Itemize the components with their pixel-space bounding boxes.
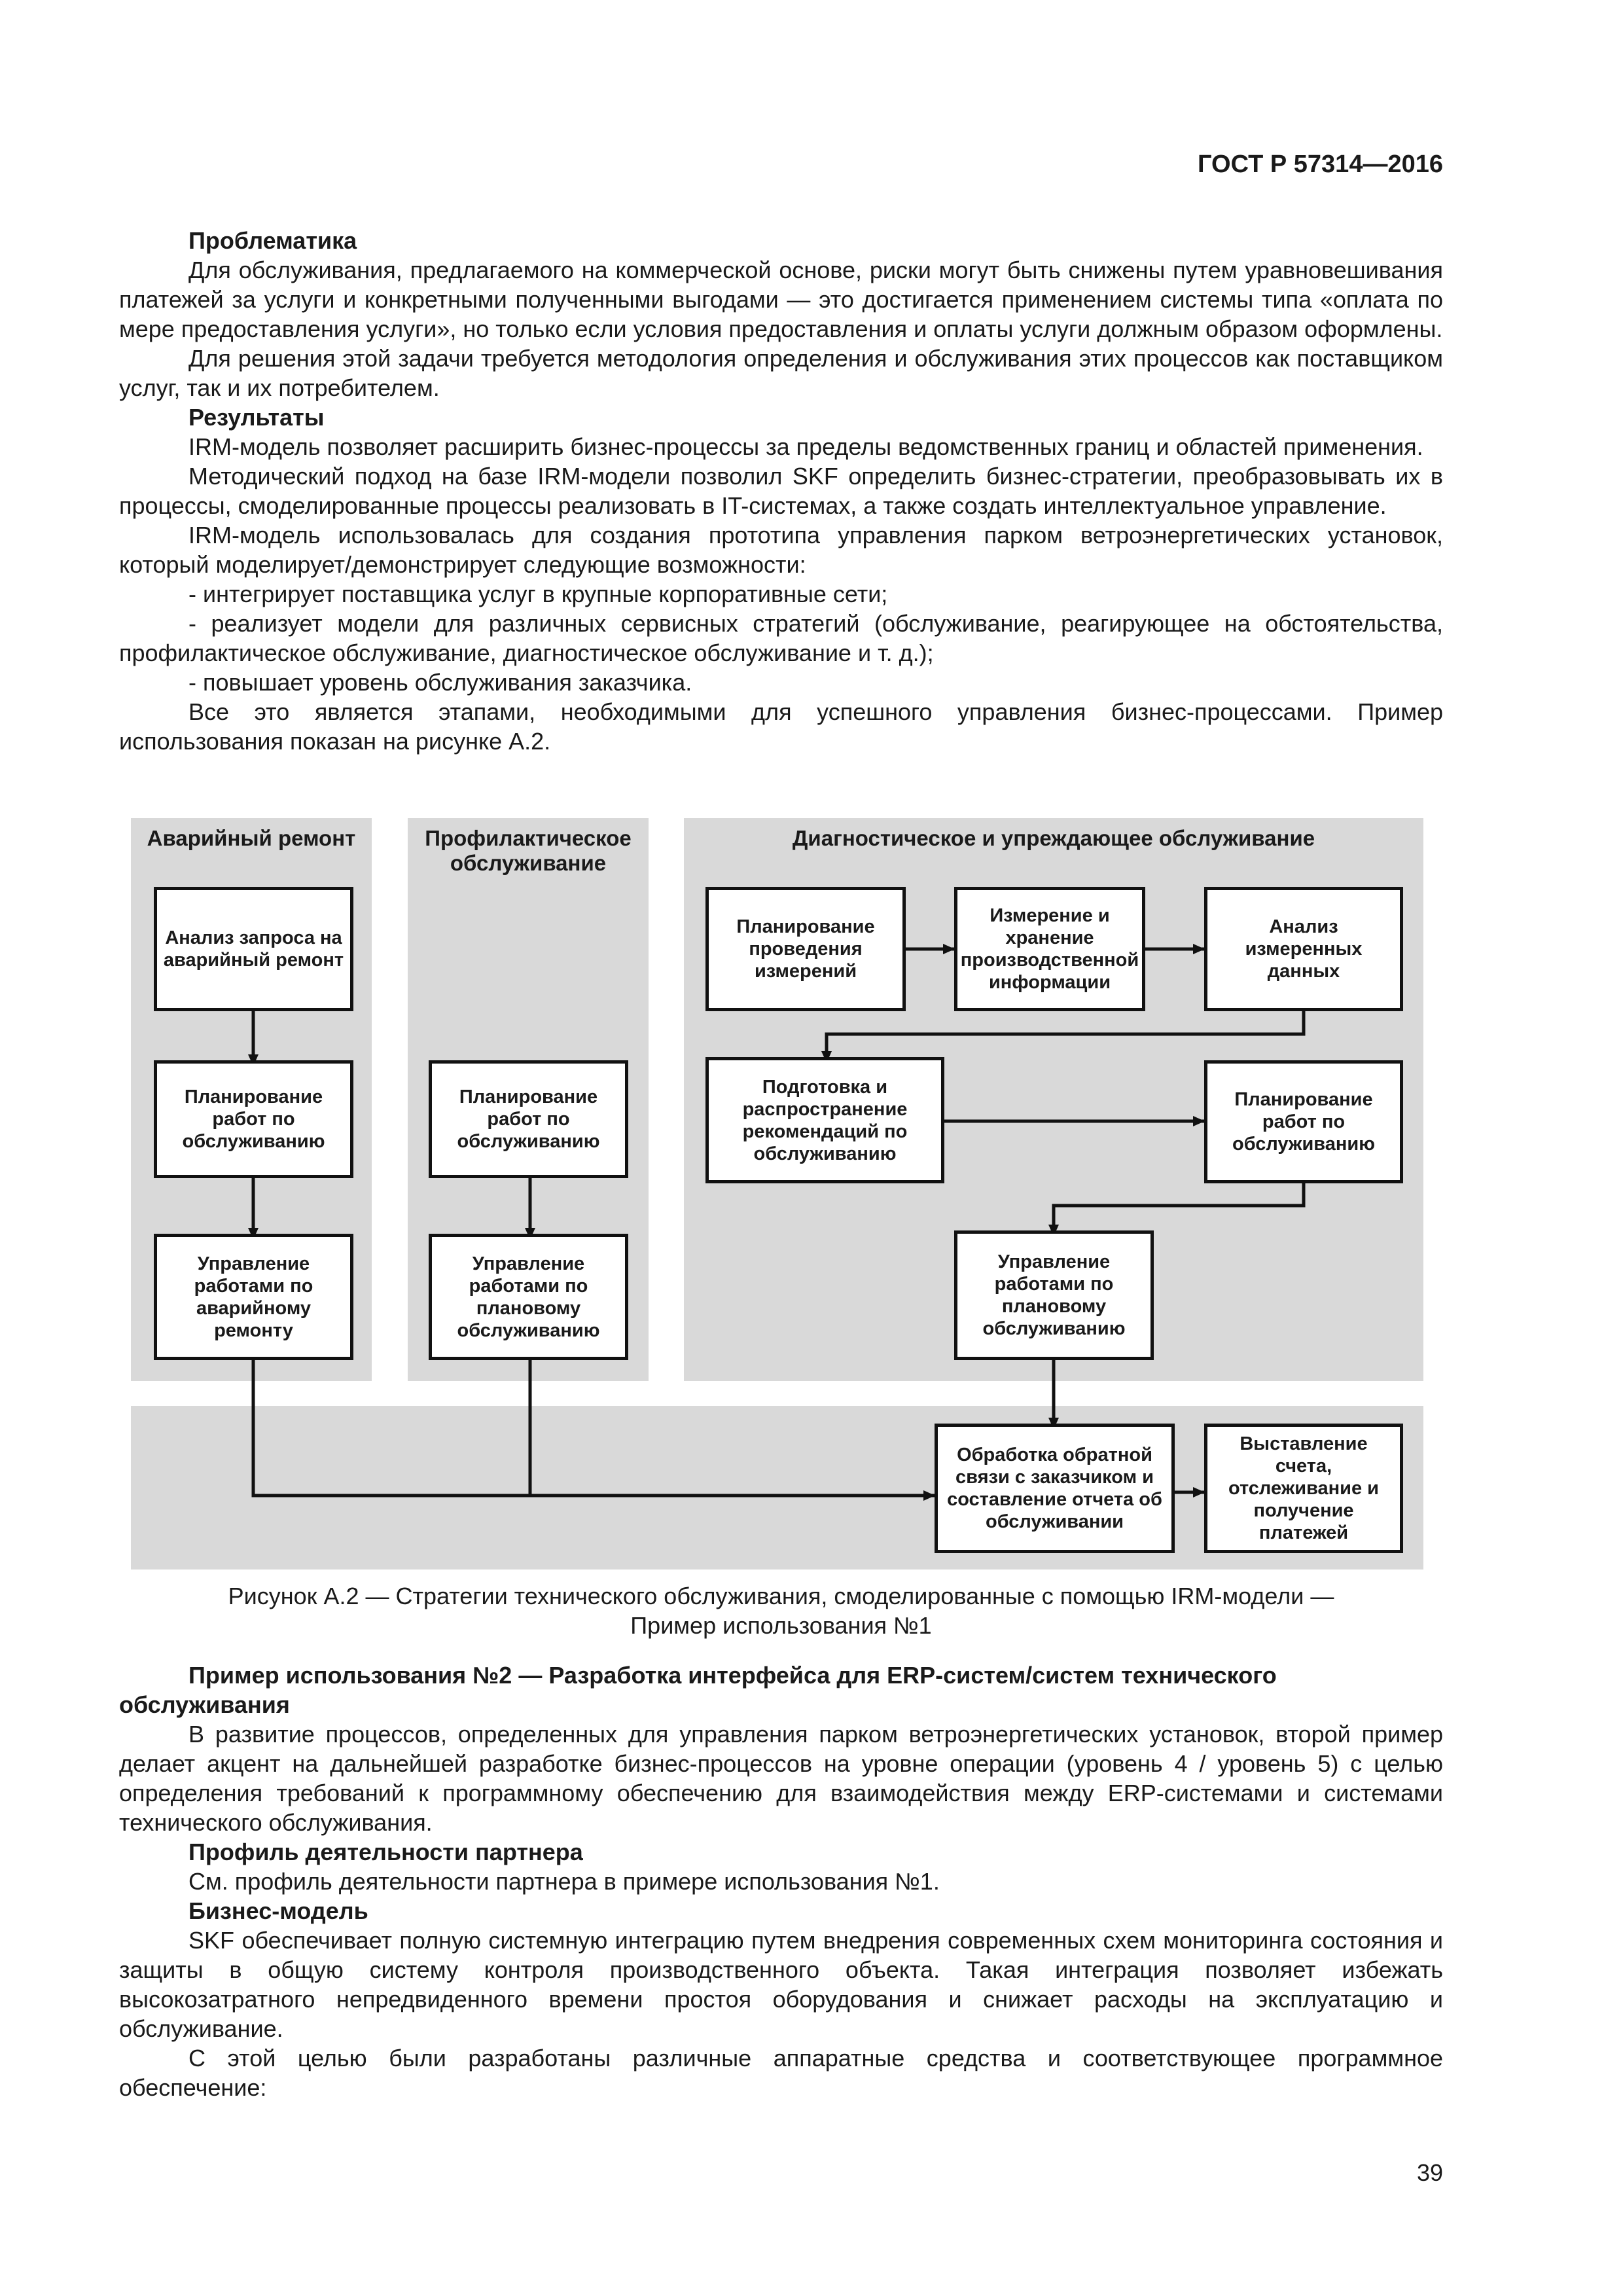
- paragraph: Для обслуживания, предлагаемого на коммерческой основе, риски могут быть снижены путем уравновешивания платежей за услуги и конкретными полученными выгодами — это достигается применением системы типа «оплата по мере предоставления услуги», но только если условия предоставления и оплаты услуги должным образом оформлены.: [119, 257, 1443, 342]
- panel-title-diagnostic: Диагностическое и упреждающее обслуживание: [792, 826, 1315, 850]
- paragraph: IRM-модель использовалась для создания прототипа управления парком ветроэнергетических установок, который моделирует/демонстрирует следующие возможности:: [119, 522, 1443, 578]
- box-emergency-planning: Планирование работ по обслуживанию: [154, 1060, 353, 1178]
- caption-line-1: Рисунок А.2 — Стратегии технического обслуживания, смоделированные с помощью IRM-модели —: [228, 1583, 1334, 1609]
- paragraph: В развитие процессов, определенных для управления парком ветроэнергетических установок, второй пример делает акцент на дальнейшей разработке бизнес-процессов на уровне операции (уровень 4 / уровень 5) с целью определения требований к программному обеспечению для взаимодействия между ERP-системами и системами технического обслуживания.: [119, 1721, 1443, 1836]
- box-feedback-report: Обработка обратной связи с заказчиком и составление отчета об обслуживании: [935, 1424, 1175, 1553]
- heading-partner-profile: Профиль деятельности партнера: [188, 1839, 583, 1865]
- list-item: - повышает уровень обслуживания заказчика.: [188, 669, 692, 696]
- box-emergency-management: Управление работами по аварийному ремонту: [154, 1234, 353, 1360]
- box-data-analysis: Анализ измеренных данных: [1204, 887, 1403, 1011]
- paragraph: С этой целью были разработаны различные аппаратные средства и соответствующее программное обеспечение:: [119, 2045, 1443, 2101]
- caption-line-2: Пример использования №1: [630, 1612, 932, 1639]
- heading-results: Результаты: [188, 404, 325, 431]
- page-number: 39: [1416, 2159, 1443, 2186]
- paragraph: Для решения этой задачи требуется методология определения и обслуживания этих процессов как поставщиком услуг, так и их потребителем.: [119, 345, 1443, 401]
- box-diagnostic-planning: Планирование работ по обслуживанию: [1204, 1060, 1403, 1183]
- paragraph: Методический подход на базе IRM-модели позволил SKF определить бизнес-стратегии, преобразовывать их в процессы, смоделированные процессы реализовать в IT-системах, а также создать интеллектуальное управление.: [119, 463, 1443, 519]
- box-billing: Выставление счета, отслеживание и получение платежей: [1204, 1424, 1403, 1553]
- heading-use-case-2: Пример использования №2 — Разработка интерфейса для ERP-систем/систем технического обслуживания: [119, 1662, 1277, 1718]
- box-preventive-planning: Планирование работ по обслуживанию: [429, 1060, 628, 1178]
- list-item: - интегрирует поставщика услуг в крупные корпоративные сети;: [188, 581, 888, 607]
- box-preventive-management: Управление работами по плановому обслуживанию: [429, 1234, 628, 1360]
- paragraph: Все это является этапами, необходимыми для успешного управления бизнес-процессами. Пример использования показан на рисунке А.2.: [119, 698, 1443, 755]
- panel-title-emergency: Аварийный ремонт: [147, 826, 356, 850]
- body-text-top: [119, 226, 1443, 756]
- heading-problem: Проблематика: [188, 227, 357, 254]
- figure-caption: [119, 1581, 1443, 1640]
- heading-business-model: Бизнес-модель: [188, 1897, 368, 1924]
- panel-title-preventive: Профилактическое обслуживание: [425, 826, 632, 875]
- document-id: ГОСТ Р 57314—2016: [1198, 151, 1443, 178]
- box-recommendations: Подготовка и распространение рекомендаций по обслуживанию: [705, 1057, 944, 1183]
- box-measurement-planning: Планирование проведения измерений: [705, 887, 906, 1011]
- list-item: - реализует модели для различных сервисных стратегий (обслуживание, реагирующее на обстоятельства, профилактическое обслуживание, диагностическое обслуживание и т. д.);: [119, 610, 1443, 666]
- body-text-bottom: [119, 1660, 1443, 2102]
- paragraph: См. профиль деятельности партнера в примере использования №1.: [188, 1868, 940, 1895]
- box-emergency-analysis: Анализ запроса на аварийный ремонт: [154, 887, 353, 1011]
- paragraph: IRM-модель позволяет расширить бизнес-процессы за пределы ведомственных границ и областей применения.: [188, 433, 1423, 460]
- box-measurement-storage: Измерение и хранение производственной информации: [954, 887, 1145, 1011]
- paragraph: SKF обеспечивает полную системную интеграцию путем внедрения современных схем мониторинга состояния и защиты в общую систему контроля производственного объекта. Такая интеграция позволяет избежать высокозатратного непредвиденного времени простоя оборудования и снижает расходы на эксплуатацию и обслуживание.: [119, 1927, 1443, 2042]
- box-diagnostic-management: Управление работами по плановому обслуживанию: [954, 1230, 1154, 1360]
